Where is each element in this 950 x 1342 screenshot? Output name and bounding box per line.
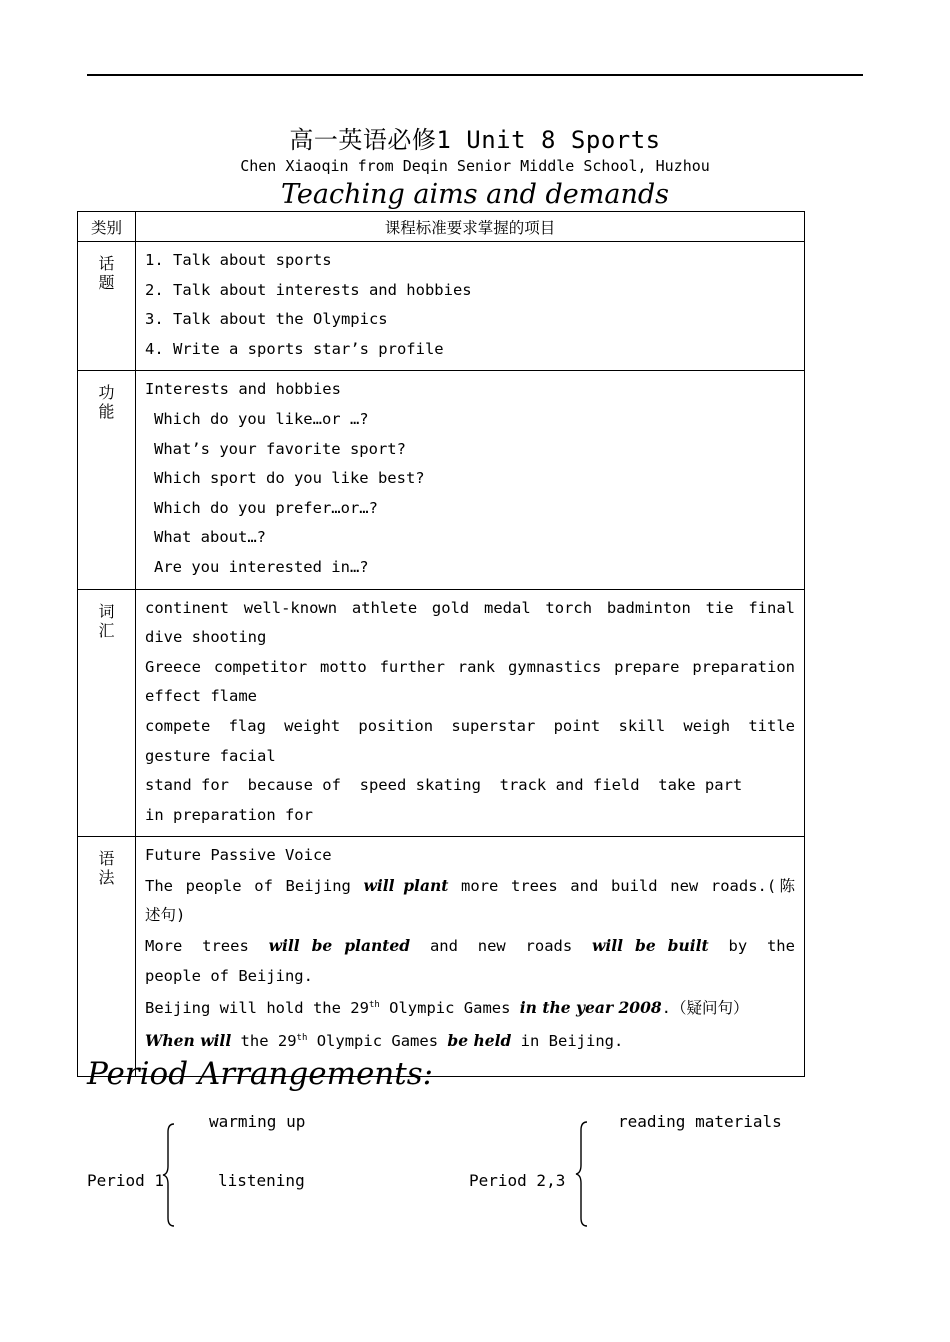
vocab-line: dive shooting [145, 628, 267, 647]
aims-heading: Teaching aims and demands [280, 179, 669, 210]
vocab-line: continent well-known athlete gold medal torch badminton tie final [145, 598, 795, 617]
grammar-sentence-2: More trees will be planted and new roads will be built by the [145, 936, 795, 956]
author-line: Chen Xiaoqin from Deqin Senior Middle School, Huzhou [240, 157, 710, 175]
list-item: Which do you like…or …? [154, 409, 369, 428]
list-item: 1. Talk about sports [145, 251, 332, 269]
grammar-sentence-3: Beijing will hold the 29th Olympic Games in the year 2008.（疑问句） [145, 998, 749, 1018]
list-item: 3. Talk about the Olympics [145, 310, 388, 329]
vocab-line: stand for because of speed skating track and field take part [145, 776, 743, 795]
period-1-item-warming-up: warming up [209, 1112, 306, 1131]
aims-table [77, 211, 805, 1077]
grammar-title: Future Passive Voice [145, 846, 332, 865]
vocab-line: in preparation for [145, 805, 313, 824]
grammar-sentence-1-cont: 述句) [145, 906, 186, 925]
period-2-label: Period 2,3 [469, 1171, 566, 1190]
topic-content [136, 242, 805, 371]
grammar-sentence-2-cont: people of Beijing. [145, 966, 313, 985]
vocabulary-row [78, 589, 805, 837]
period-1-label: Period 1 [87, 1171, 165, 1190]
topic-row [78, 242, 805, 371]
period-arrangements-heading: Period Arrangements: [87, 1056, 434, 1092]
list-item: 4. Write a sports star’s profile [145, 339, 444, 358]
vocabulary-label: 词 汇 [78, 589, 136, 837]
period-1-item-listening: listening [218, 1171, 305, 1190]
grammar-row [78, 837, 805, 1077]
function-content [136, 371, 805, 589]
category-header: 类别 [78, 212, 136, 242]
vocabulary-content [136, 589, 805, 837]
grammar-label: 语 法 [78, 837, 136, 1077]
list-item: What’s your favorite sport? [154, 439, 406, 458]
list-item: What about…? [154, 528, 266, 547]
vocab-line: compete flag weight position superstar point skill weigh title [145, 716, 795, 735]
period-2-item-reading: reading materials [618, 1112, 782, 1131]
items-header: 课程标准要求掌握的项目 [136, 212, 805, 242]
topic-label: 话 题 [78, 242, 136, 371]
vocab-line: effect flame [145, 687, 257, 706]
function-row [78, 371, 805, 589]
function-title: Interests and hobbies [145, 380, 341, 399]
list-item: Are you interested in…? [154, 557, 369, 576]
grammar-sentence-1: The people of Beijing will plant more trees and build new roads.(陈 [145, 875, 795, 895]
grammar-sentence-4: When will the 29th Olympic Games be held in Beijing. [145, 1031, 624, 1051]
list-item: 2. Talk about interests and hobbies [145, 280, 472, 299]
table-header-row [78, 212, 805, 242]
vocab-line: Greece competitor motto further rank gymnastics prepare preparation [145, 657, 795, 676]
function-label: 功 能 [78, 371, 136, 589]
period-1-brace-icon [160, 1122, 178, 1228]
grammar-content [136, 837, 805, 1077]
document-title: 高一英语必修1 Unit 8 Sports [289, 126, 661, 154]
vocab-line: gesture facial [145, 746, 276, 765]
period-2-brace-icon [573, 1120, 591, 1228]
list-item: Which sport do you like best? [154, 469, 425, 488]
top-rule [87, 74, 863, 76]
list-item: Which do you prefer…or…? [154, 498, 378, 517]
